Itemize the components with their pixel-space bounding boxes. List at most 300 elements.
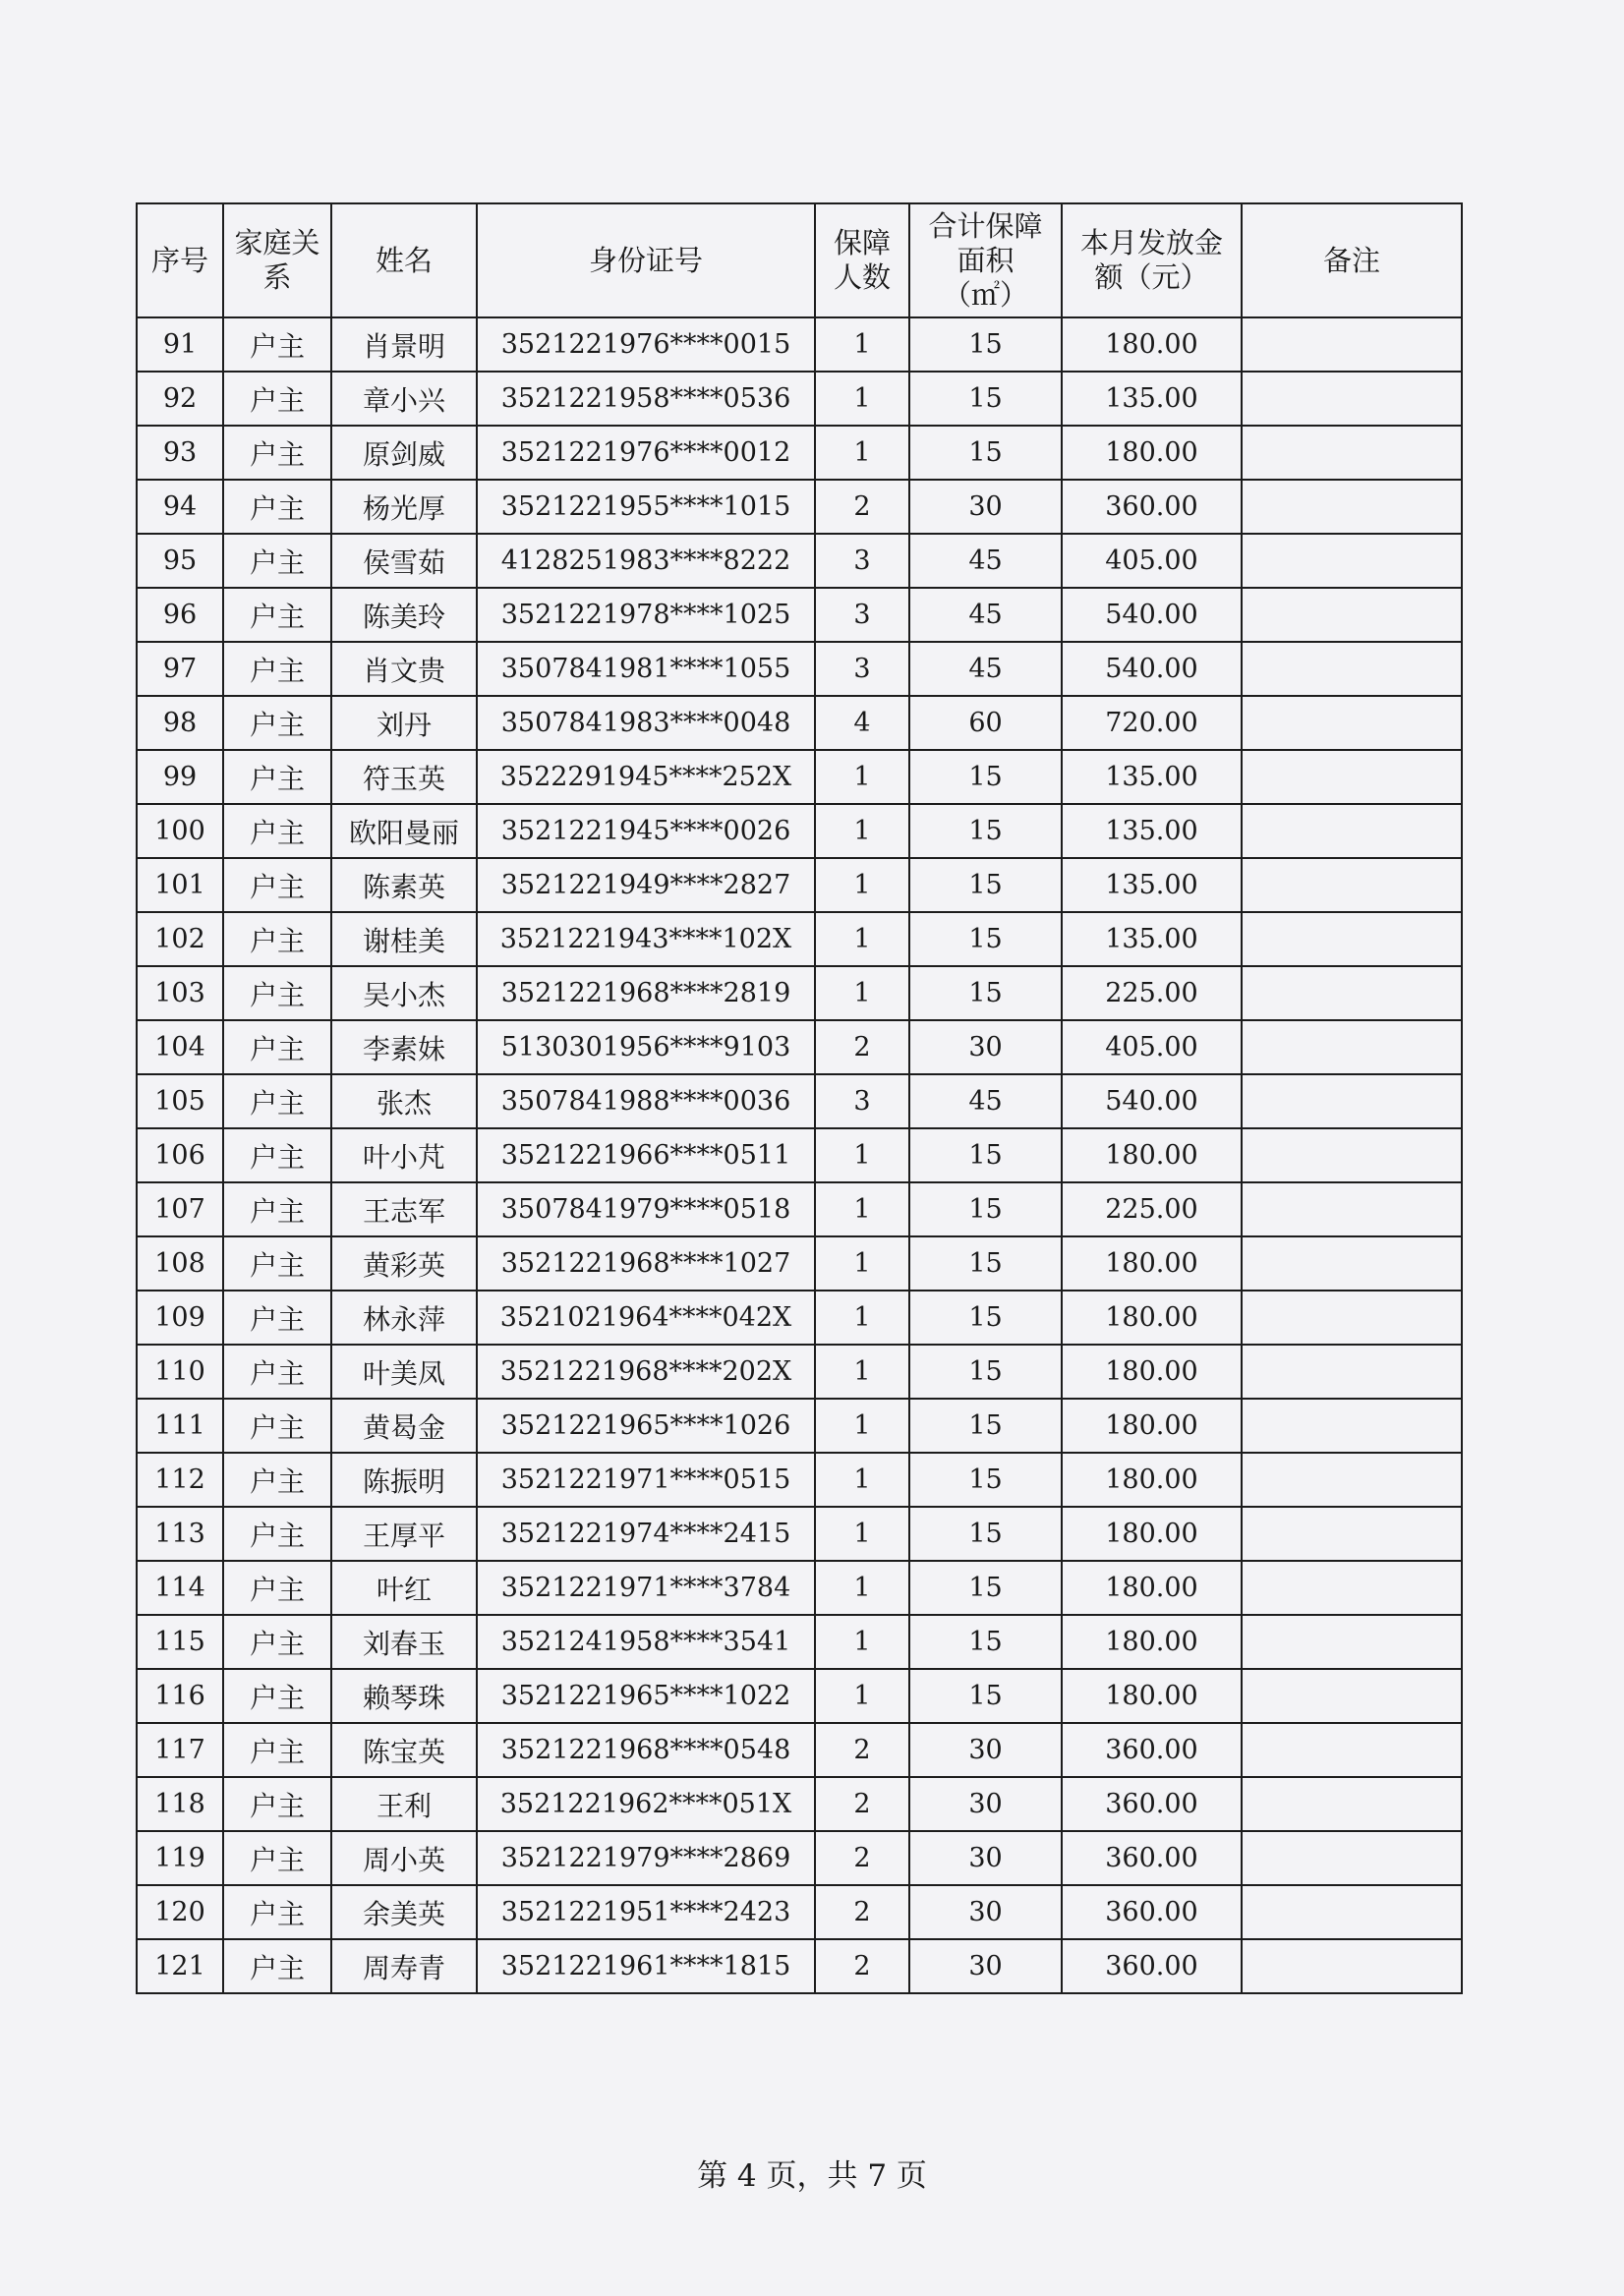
column-header-name	[331, 203, 477, 317]
cell-persons: 3	[815, 534, 909, 588]
cell-remark	[1242, 1074, 1462, 1128]
cell-name: 符玉英	[331, 750, 477, 804]
cell-id: 3521221961****1815	[477, 1939, 815, 1993]
cell-no: 102	[137, 912, 223, 966]
cell-no: 95	[137, 534, 223, 588]
cell-remark	[1242, 1615, 1462, 1669]
cell-id: 3521221955****1015	[477, 480, 815, 534]
table-row	[137, 1939, 1462, 1993]
cell-remark	[1242, 1399, 1462, 1453]
cell-id: 3521241958****3541	[477, 1615, 815, 1669]
table-row	[137, 317, 1462, 372]
cell-persons: 1	[815, 1291, 909, 1345]
cell-remark	[1242, 1777, 1462, 1831]
cell-name: 叶红	[331, 1561, 477, 1615]
cell-area: 15	[909, 1345, 1062, 1399]
table-row	[137, 588, 1462, 642]
cell-name: 王志军	[331, 1182, 477, 1236]
cell-name: 张杰	[331, 1074, 477, 1128]
cell-amount: 180.00	[1062, 1615, 1242, 1669]
table-row	[137, 1723, 1462, 1777]
column-header-id	[477, 203, 815, 317]
column-header-persons-line: 保障	[833, 226, 891, 259]
cell-no: 111	[137, 1399, 223, 1453]
cell-remark	[1242, 1453, 1462, 1507]
cell-relation: 户主	[223, 1507, 331, 1561]
cell-persons: 4	[815, 696, 909, 750]
cell-id: 3521221968****0548	[477, 1723, 815, 1777]
cell-amount: 135.00	[1062, 372, 1242, 426]
cell-amount: 360.00	[1062, 1777, 1242, 1831]
cell-name: 刘春玉	[331, 1615, 477, 1669]
column-header-remark-line: 备注	[1322, 243, 1380, 277]
cell-area: 30	[909, 1831, 1062, 1885]
cell-persons: 1	[815, 1669, 909, 1723]
cell-persons: 1	[815, 426, 909, 480]
cell-remark	[1242, 1561, 1462, 1615]
cell-amount: 135.00	[1062, 858, 1242, 912]
cell-name: 陈素英	[331, 858, 477, 912]
cell-area: 15	[909, 1399, 1062, 1453]
cell-remark	[1242, 1345, 1462, 1399]
cell-id: 3522291945****252X	[477, 750, 815, 804]
cell-relation: 户主	[223, 966, 331, 1020]
cell-area: 15	[909, 1236, 1062, 1291]
cell-id: 3521221968****2819	[477, 966, 815, 1020]
column-header-area	[909, 203, 1062, 317]
cell-relation: 户主	[223, 1777, 331, 1831]
cell-persons: 1	[815, 750, 909, 804]
cell-area: 15	[909, 1507, 1062, 1561]
cell-relation: 户主	[223, 588, 331, 642]
cell-remark	[1242, 1291, 1462, 1345]
cell-no: 118	[137, 1777, 223, 1831]
cell-no: 108	[137, 1236, 223, 1291]
cell-amount: 135.00	[1062, 804, 1242, 858]
table-row	[137, 696, 1462, 750]
cell-area: 15	[909, 317, 1062, 372]
cell-no: 120	[137, 1885, 223, 1939]
cell-id: 3521221966****0511	[477, 1128, 815, 1182]
cell-id: 3521221968****202X	[477, 1345, 815, 1399]
cell-persons: 1	[815, 804, 909, 858]
column-header-area-line: 合计保障	[928, 208, 1043, 243]
cell-id: 3521221951****2423	[477, 1885, 815, 1939]
cell-no: 94	[137, 480, 223, 534]
cell-amount: 360.00	[1062, 1723, 1242, 1777]
cell-id: 3521221958****0536	[477, 372, 815, 426]
cell-remark	[1242, 480, 1462, 534]
cell-area: 30	[909, 1723, 1062, 1777]
cell-no: 92	[137, 372, 223, 426]
column-header-name-line: 姓名	[375, 243, 433, 277]
cell-relation: 户主	[223, 480, 331, 534]
cell-id: 3521221945****0026	[477, 804, 815, 858]
cell-relation: 户主	[223, 642, 331, 696]
cell-area: 15	[909, 750, 1062, 804]
cell-persons: 1	[815, 1561, 909, 1615]
cell-no: 96	[137, 588, 223, 642]
cell-amount: 225.00	[1062, 1182, 1242, 1236]
cell-persons: 2	[815, 1939, 909, 1993]
cell-id: 3521221971****3784	[477, 1561, 815, 1615]
cell-area: 15	[909, 372, 1062, 426]
table-row	[137, 1507, 1462, 1561]
cell-area: 15	[909, 1615, 1062, 1669]
cell-relation: 户主	[223, 1291, 331, 1345]
cell-remark	[1242, 966, 1462, 1020]
cell-no: 112	[137, 1453, 223, 1507]
column-header-amount-line: 额（元）	[1094, 260, 1209, 294]
cell-remark	[1242, 1020, 1462, 1074]
column-header-relation	[223, 203, 331, 317]
column-header-persons-line: 人数	[833, 260, 891, 294]
cell-remark	[1242, 858, 1462, 912]
cell-name: 林永萍	[331, 1291, 477, 1345]
cell-amount: 540.00	[1062, 588, 1242, 642]
cell-name: 王利	[331, 1777, 477, 1831]
table-row	[137, 1345, 1462, 1399]
cell-id: 3521021964****042X	[477, 1291, 815, 1345]
column-header-area-line: （㎡）	[942, 277, 1028, 312]
cell-persons: 1	[815, 858, 909, 912]
table-header-row	[137, 203, 1462, 317]
cell-remark	[1242, 696, 1462, 750]
cell-no: 97	[137, 642, 223, 696]
cell-area: 45	[909, 1074, 1062, 1128]
cell-area: 45	[909, 642, 1062, 696]
cell-no: 106	[137, 1128, 223, 1182]
cell-name: 黄彩英	[331, 1236, 477, 1291]
cell-amount: 180.00	[1062, 1128, 1242, 1182]
cell-persons: 1	[815, 1453, 909, 1507]
cell-relation: 户主	[223, 750, 331, 804]
table-row	[137, 1291, 1462, 1345]
cell-name: 陈美玲	[331, 588, 477, 642]
cell-area: 30	[909, 1939, 1062, 1993]
table-row	[137, 1074, 1462, 1128]
cell-area: 15	[909, 1561, 1062, 1615]
cell-remark	[1242, 317, 1462, 372]
cell-amount: 405.00	[1062, 1020, 1242, 1074]
cell-remark	[1242, 642, 1462, 696]
cell-amount: 360.00	[1062, 1885, 1242, 1939]
cell-name: 周寿青	[331, 1939, 477, 1993]
cell-remark	[1242, 426, 1462, 480]
cell-id: 3507841979****0518	[477, 1182, 815, 1236]
cell-amount: 180.00	[1062, 426, 1242, 480]
cell-id: 3521221976****0012	[477, 426, 815, 480]
cell-persons: 3	[815, 588, 909, 642]
cell-id: 3521221976****0015	[477, 317, 815, 372]
cell-name: 吴小杰	[331, 966, 477, 1020]
cell-no: 117	[137, 1723, 223, 1777]
cell-persons: 1	[815, 1507, 909, 1561]
cell-amount: 135.00	[1062, 750, 1242, 804]
cell-remark	[1242, 1128, 1462, 1182]
cell-amount: 225.00	[1062, 966, 1242, 1020]
cell-remark	[1242, 1507, 1462, 1561]
cell-amount: 180.00	[1062, 1236, 1242, 1291]
table-row	[137, 858, 1462, 912]
cell-no: 110	[137, 1345, 223, 1399]
cell-id: 3521221968****1027	[477, 1236, 815, 1291]
cell-relation: 户主	[223, 858, 331, 912]
column-header-relation-line: 家庭关	[234, 226, 320, 259]
cell-remark	[1242, 1939, 1462, 1993]
cell-area: 15	[909, 1128, 1062, 1182]
cell-name: 肖景明	[331, 317, 477, 372]
column-header-area-line: 面积	[957, 243, 1015, 277]
cell-no: 99	[137, 750, 223, 804]
cell-id: 3521221979****2869	[477, 1831, 815, 1885]
cell-id: 3521221965****1026	[477, 1399, 815, 1453]
cell-name: 黄曷金	[331, 1399, 477, 1453]
cell-relation: 户主	[223, 1074, 331, 1128]
cell-relation: 户主	[223, 1345, 331, 1399]
cell-relation: 户主	[223, 1182, 331, 1236]
cell-persons: 1	[815, 1182, 909, 1236]
cell-persons: 2	[815, 1831, 909, 1885]
cell-name: 赖琴珠	[331, 1669, 477, 1723]
cell-id: 3521221949****2827	[477, 858, 815, 912]
allowance-table	[136, 202, 1463, 1994]
cell-relation: 户主	[223, 1885, 331, 1939]
table-row	[137, 1399, 1462, 1453]
cell-id: 3521221971****0515	[477, 1453, 815, 1507]
cell-name: 刘丹	[331, 696, 477, 750]
cell-persons: 1	[815, 1615, 909, 1669]
cell-area: 15	[909, 966, 1062, 1020]
cell-area: 15	[909, 858, 1062, 912]
cell-no: 98	[137, 696, 223, 750]
cell-name: 章小兴	[331, 372, 477, 426]
cell-no: 121	[137, 1939, 223, 1993]
cell-no: 103	[137, 966, 223, 1020]
cell-remark	[1242, 1669, 1462, 1723]
cell-persons: 1	[815, 1236, 909, 1291]
table-row	[137, 1669, 1462, 1723]
column-header-amount-line: 本月发放金	[1079, 226, 1223, 259]
cell-persons: 3	[815, 642, 909, 696]
table-row	[137, 750, 1462, 804]
cell-remark	[1242, 912, 1462, 966]
cell-amount: 360.00	[1062, 1939, 1242, 1993]
table-row	[137, 1453, 1462, 1507]
cell-remark	[1242, 804, 1462, 858]
column-header-remark	[1242, 203, 1462, 317]
cell-id: 3521221974****2415	[477, 1507, 815, 1561]
table-row	[137, 1128, 1462, 1182]
cell-amount: 180.00	[1062, 317, 1242, 372]
cell-id: 3507841983****0048	[477, 696, 815, 750]
cell-name: 叶小芃	[331, 1128, 477, 1182]
cell-no: 100	[137, 804, 223, 858]
cell-remark	[1242, 1182, 1462, 1236]
cell-relation: 户主	[223, 1399, 331, 1453]
cell-persons: 3	[815, 1074, 909, 1128]
cell-area: 15	[909, 1291, 1062, 1345]
cell-no: 115	[137, 1615, 223, 1669]
cell-relation: 户主	[223, 696, 331, 750]
table-body	[137, 317, 1462, 1993]
cell-remark	[1242, 1885, 1462, 1939]
cell-no: 93	[137, 426, 223, 480]
cell-remark	[1242, 1236, 1462, 1291]
table-row	[137, 804, 1462, 858]
cell-persons: 2	[815, 1885, 909, 1939]
cell-id: 3521221965****1022	[477, 1669, 815, 1723]
cell-relation: 户主	[223, 1020, 331, 1074]
table-row	[137, 1615, 1462, 1669]
cell-remark	[1242, 1723, 1462, 1777]
cell-remark	[1242, 1831, 1462, 1885]
table-row	[137, 372, 1462, 426]
cell-no: 119	[137, 1831, 223, 1885]
cell-no: 109	[137, 1291, 223, 1345]
cell-persons: 2	[815, 1723, 909, 1777]
cell-no: 113	[137, 1507, 223, 1561]
cell-amount: 180.00	[1062, 1345, 1242, 1399]
cell-relation: 户主	[223, 1615, 331, 1669]
table-row	[137, 642, 1462, 696]
cell-id: 3521221978****1025	[477, 588, 815, 642]
cell-id: 5130301956****9103	[477, 1020, 815, 1074]
cell-id: 3521221943****102X	[477, 912, 815, 966]
cell-amount: 405.00	[1062, 534, 1242, 588]
cell-persons: 1	[815, 1345, 909, 1399]
cell-area: 30	[909, 1885, 1062, 1939]
cell-amount: 360.00	[1062, 1831, 1242, 1885]
cell-persons: 1	[815, 1128, 909, 1182]
cell-remark	[1242, 588, 1462, 642]
cell-name: 侯雪茹	[331, 534, 477, 588]
cell-no: 114	[137, 1561, 223, 1615]
cell-relation: 户主	[223, 1939, 331, 1993]
cell-relation: 户主	[223, 912, 331, 966]
cell-persons: 2	[815, 1020, 909, 1074]
table-row	[137, 1777, 1462, 1831]
cell-relation: 户主	[223, 372, 331, 426]
cell-name: 谢桂美	[331, 912, 477, 966]
cell-persons: 2	[815, 1777, 909, 1831]
cell-persons: 1	[815, 966, 909, 1020]
cell-area: 15	[909, 1669, 1062, 1723]
table-row	[137, 426, 1462, 480]
cell-amount: 720.00	[1062, 696, 1242, 750]
page-number: 第 4 页，共 7 页	[697, 2158, 927, 2194]
cell-amount: 180.00	[1062, 1669, 1242, 1723]
cell-area: 45	[909, 534, 1062, 588]
table-row	[137, 1831, 1462, 1885]
cell-no: 105	[137, 1074, 223, 1128]
column-header-no	[137, 203, 223, 317]
cell-remark	[1242, 750, 1462, 804]
table-row	[137, 1236, 1462, 1291]
cell-name: 陈宝英	[331, 1723, 477, 1777]
cell-name: 王厚平	[331, 1507, 477, 1561]
cell-remark	[1242, 372, 1462, 426]
cell-name: 周小英	[331, 1831, 477, 1885]
cell-persons: 2	[815, 480, 909, 534]
cell-area: 15	[909, 1182, 1062, 1236]
cell-id: 3507841988****0036	[477, 1074, 815, 1128]
cell-amount: 180.00	[1062, 1291, 1242, 1345]
cell-persons: 1	[815, 1399, 909, 1453]
cell-relation: 户主	[223, 1723, 331, 1777]
cell-name: 肖文贵	[331, 642, 477, 696]
cell-name: 李素妹	[331, 1020, 477, 1074]
cell-persons: 1	[815, 317, 909, 372]
cell-id: 4128251983****8222	[477, 534, 815, 588]
cell-relation: 户主	[223, 1236, 331, 1291]
table-row	[137, 480, 1462, 534]
cell-amount: 180.00	[1062, 1453, 1242, 1507]
column-header-relation-line: 系	[262, 260, 292, 294]
table-row	[137, 1182, 1462, 1236]
table-row	[137, 1020, 1462, 1074]
cell-amount: 135.00	[1062, 912, 1242, 966]
cell-area: 30	[909, 1020, 1062, 1074]
cell-amount: 360.00	[1062, 480, 1242, 534]
cell-persons: 1	[815, 372, 909, 426]
cell-amount: 180.00	[1062, 1561, 1242, 1615]
cell-area: 15	[909, 426, 1062, 480]
cell-name: 陈振明	[331, 1453, 477, 1507]
cell-relation: 户主	[223, 426, 331, 480]
column-header-amount	[1062, 203, 1242, 317]
cell-area: 30	[909, 480, 1062, 534]
table-row	[137, 1885, 1462, 1939]
cell-relation: 户主	[223, 534, 331, 588]
cell-area: 60	[909, 696, 1062, 750]
cell-amount: 540.00	[1062, 642, 1242, 696]
cell-name: 欧阳曼丽	[331, 804, 477, 858]
cell-relation: 户主	[223, 317, 331, 372]
cell-no: 101	[137, 858, 223, 912]
cell-id: 3521221962****051X	[477, 1777, 815, 1831]
cell-relation: 户主	[223, 1831, 331, 1885]
cell-persons: 1	[815, 912, 909, 966]
cell-area: 30	[909, 1777, 1062, 1831]
cell-relation: 户主	[223, 1128, 331, 1182]
cell-remark	[1242, 534, 1462, 588]
cell-amount: 180.00	[1062, 1399, 1242, 1453]
table-row	[137, 912, 1462, 966]
cell-amount: 180.00	[1062, 1507, 1242, 1561]
cell-name: 杨光厚	[331, 480, 477, 534]
cell-relation: 户主	[223, 1453, 331, 1507]
cell-area: 45	[909, 588, 1062, 642]
cell-relation: 户主	[223, 1669, 331, 1723]
cell-name: 原剑威	[331, 426, 477, 480]
cell-name: 叶美凤	[331, 1345, 477, 1399]
cell-area: 15	[909, 912, 1062, 966]
cell-relation: 户主	[223, 1561, 331, 1615]
cell-id: 3507841981****1055	[477, 642, 815, 696]
column-header-no-line: 序号	[150, 243, 208, 277]
table-row	[137, 534, 1462, 588]
cell-amount: 540.00	[1062, 1074, 1242, 1128]
cell-area: 15	[909, 804, 1062, 858]
cell-no: 104	[137, 1020, 223, 1074]
cell-no: 107	[137, 1182, 223, 1236]
cell-relation: 户主	[223, 804, 331, 858]
cell-name: 余美英	[331, 1885, 477, 1939]
table-row	[137, 966, 1462, 1020]
table-row	[137, 1561, 1462, 1615]
cell-no: 116	[137, 1669, 223, 1723]
